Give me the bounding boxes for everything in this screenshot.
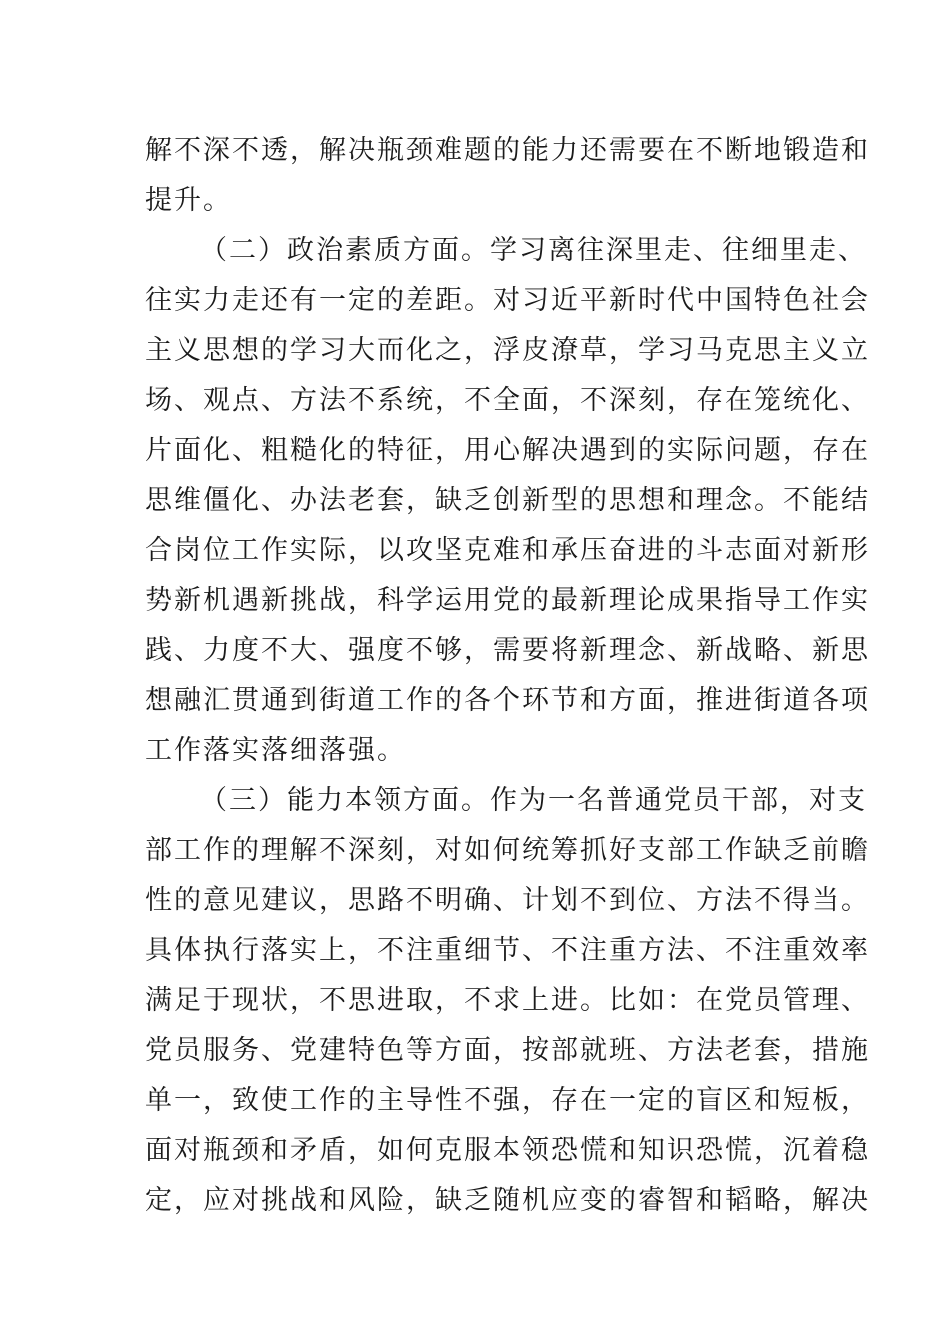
- text-line: 部工作的理解不深刻，对如何统筹抓好支部工作缺乏前瞻: [145, 835, 870, 866]
- text-line: 面对瓶颈和矛盾，如何克服本领恐慌和知识恐慌，沉着稳: [145, 1135, 870, 1166]
- text-line: 合岗位工作实际，以攻坚克难和承压奋进的斗志面对新形: [145, 535, 870, 566]
- section-heading-line: （二）政治素质方面。学习离往深里走、往细里走、: [200, 235, 867, 266]
- text-line: 思维僵化、办法老套，缺乏创新型的思想和理念。不能结: [145, 485, 870, 516]
- text-line: 往实力走还有一定的差距。对习近平新时代中国特色社会: [145, 285, 870, 316]
- text-line: 提升。: [145, 185, 232, 216]
- text-line: 党员服务、党建特色等方面，按部就班、方法老套，措施: [145, 1035, 870, 1066]
- text-line: 性的意见建议，思路不明确、计划不到位、方法不得当。: [145, 885, 870, 916]
- text-line: 单一，致使工作的主导性不强，存在一定的盲区和短板，: [145, 1085, 870, 1116]
- text-line: 主义思想的学习大而化之，浮皮潦草，学习马克思主义立: [145, 335, 870, 366]
- section-heading-line: （三）能力本领方面。作为一名普通党员干部，对支: [200, 785, 867, 816]
- text-line: 定，应对挑战和风险，缺乏随机应变的睿智和韬略，解决: [145, 1185, 870, 1216]
- text-line: 场、观点、方法不系统，不全面，不深刻，存在笼统化、: [145, 385, 870, 416]
- text-line: 具体执行落实上，不注重细节、不注重方法、不注重效率: [145, 935, 870, 966]
- text-line: 工作落实落细落强。: [145, 735, 406, 766]
- text-line: 片面化、粗糙化的特征，用心解决遇到的实际问题，存在: [145, 435, 870, 466]
- text-line: 想融汇贯通到街道工作的各个环节和方面，推进街道各项: [145, 685, 870, 716]
- text-line: 践、力度不大、强度不够，需要将新理念、新战略、新思: [145, 635, 870, 666]
- text-line: 解不深不透，解决瓶颈难题的能力还需要在不断地锻造和: [145, 135, 870, 166]
- text-line: 满足于现状，不思进取，不求上进。比如：在党员管理、: [145, 985, 870, 1016]
- text-line: 势新机遇新挑战，科学运用党的最新理论成果指导工作实: [145, 585, 870, 616]
